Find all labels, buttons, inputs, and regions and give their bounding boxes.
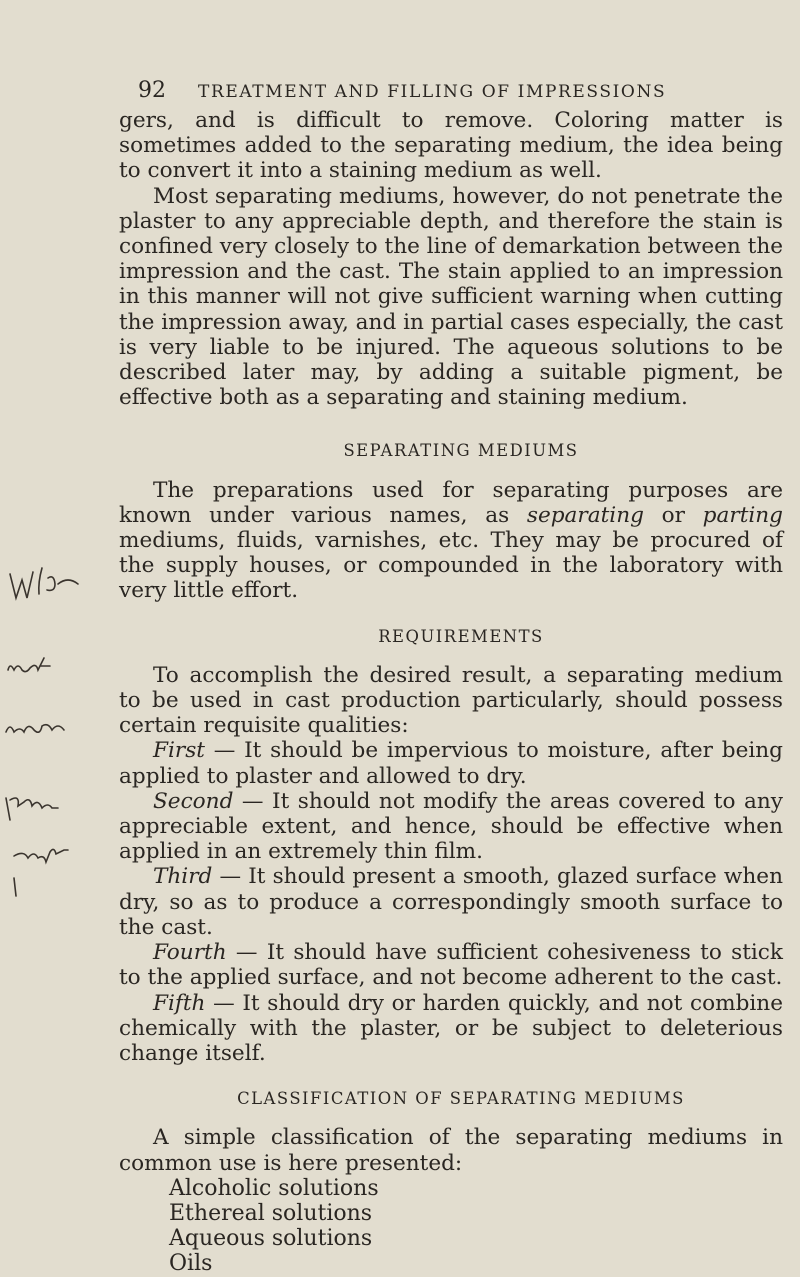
paragraph: To accomplish the desired result, a separating medium to be used in cast production particularly, should possess certain requisite qualities: xyxy=(119,662,783,739)
list-item: Aqueous solutions xyxy=(169,1226,373,1252)
running-title: TREATMENT AND FILLING OF IMPRESSIONS xyxy=(198,82,667,102)
handwriting-scribbles xyxy=(0,560,120,900)
paragraph: The preparations used for separating purposes are known under various names, as separating or parting mediums, fluids, varnishes, etc. They may be procured of the supply houses, or compounded in the laboratory with very little effort. xyxy=(119,477,784,604)
requirement-item: Fourth — It should have sufficient cohesiveness to stick to the applied surface, and not become adherent to the cast. xyxy=(119,940,783,991)
section-heading: REQUIREMENTS xyxy=(378,626,544,646)
handwritten-margin-notes xyxy=(0,560,120,900)
list-item: Ethereal solutions xyxy=(169,1200,373,1226)
paragraph: Most separating mediums, however, do not penetrate the plaster to any appreciable depth, and therefore the stain is confined very closely to the line of demarkation between the impression and the cast. The stain applied to an impression in this manner will not give sufficient warning when cutting the impression away, and in partial cases especially, the cast is very liable to be injured. The aqueous solutions to be described later may, by adding a suitable pigment, be effective both as a separating and staining medium. xyxy=(119,183,784,411)
requirement-item: Second — It should not modify the areas covered to any appreciable extent, and hence, should be effective when applied in an extremely thin film. xyxy=(119,788,783,865)
paragraph: gers, and is difficult to remove. Coloring matter is sometimes added to the separating medium, the idea being to convert it into a staining medium as well. xyxy=(119,108,783,184)
body-text xyxy=(119,108,783,1277)
list-item: Oils xyxy=(169,1251,213,1277)
classification-list xyxy=(169,1176,783,1277)
section-heading: CLASSIFICATION OF SEPARATING MEDIUMS xyxy=(237,1089,685,1109)
list-item: Alcoholic solutions xyxy=(169,1175,379,1201)
running-head xyxy=(138,78,778,103)
section-heading: SEPARATING MEDIUMS xyxy=(343,441,579,461)
requirement-item: Third — It should present a smooth, glazed surface when dry, so as to produce a correspondingly smooth surface to the cast. xyxy=(119,864,783,940)
requirement-item: Fifth — It should dry or harden quickly, and not combine chemically with the plaster, or be subject to deleterious change itself. xyxy=(119,990,783,1066)
requirement-item: First — It should be impervious to moisture, after being applied to plaster and allowed to dry. xyxy=(119,738,783,789)
page-number: 92 xyxy=(138,78,166,103)
paragraph: A simple classification of the separating mediums in common use is here presented: xyxy=(119,1125,783,1176)
